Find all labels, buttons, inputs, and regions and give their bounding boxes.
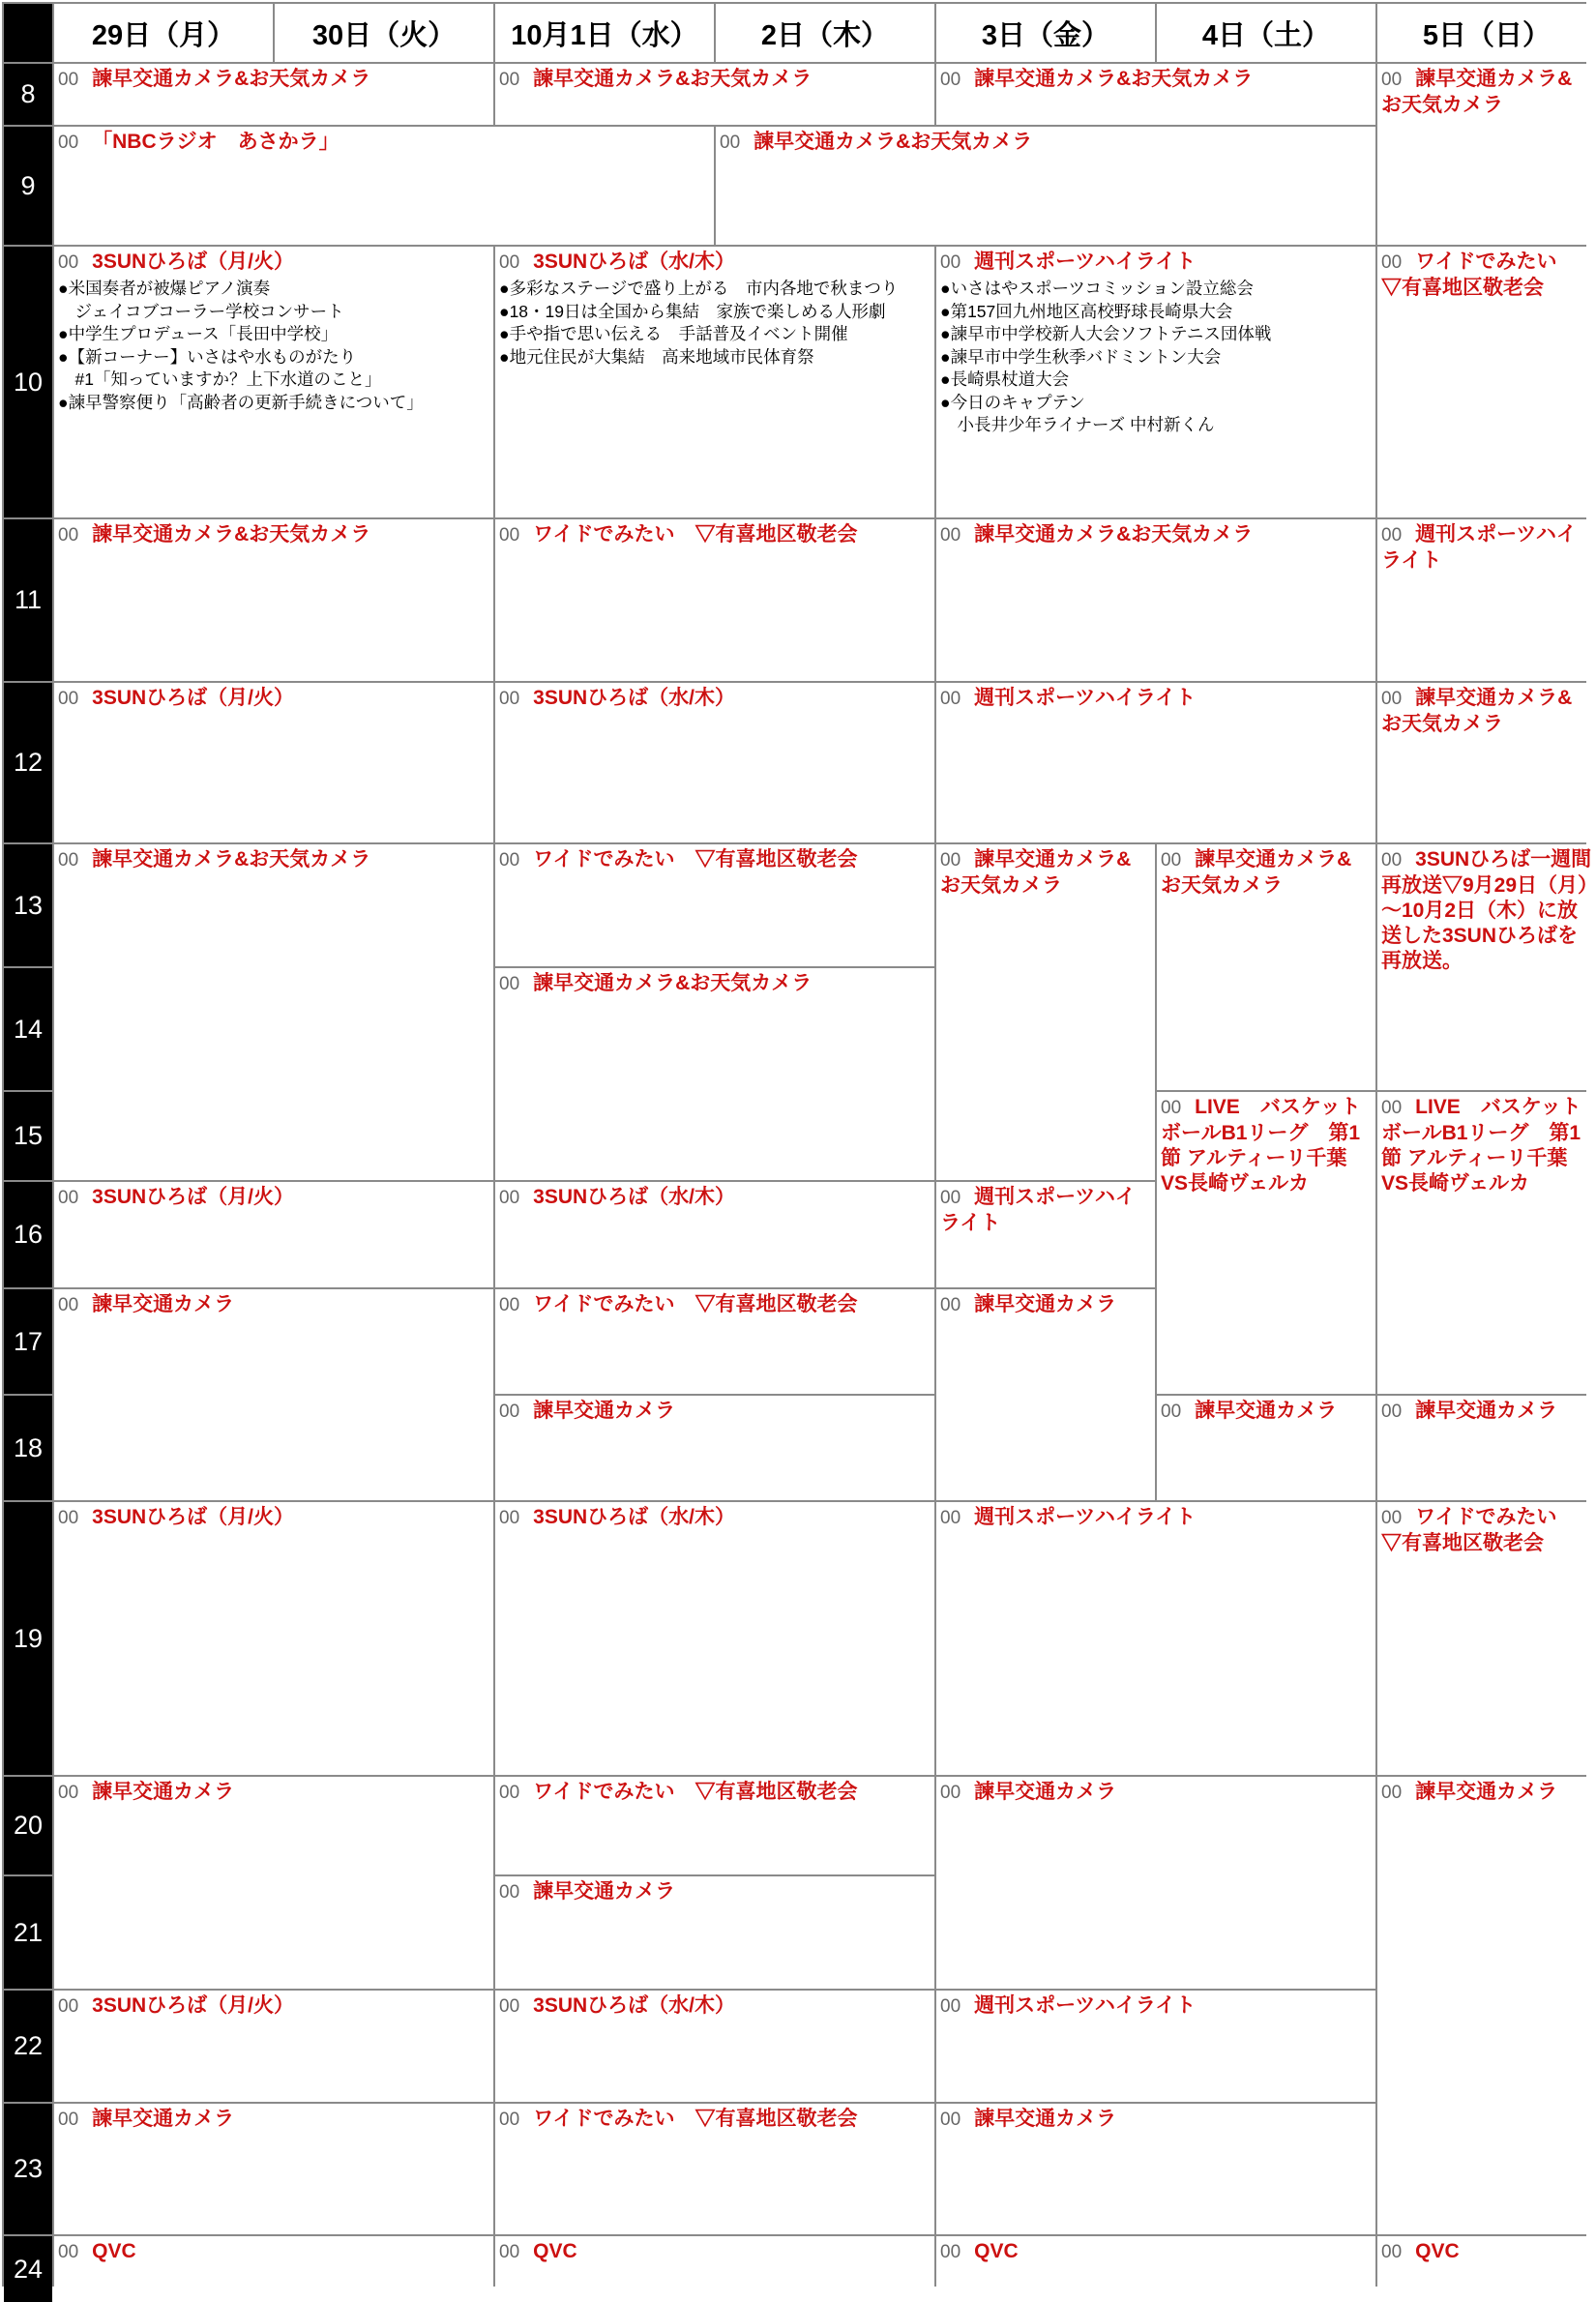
program-detail-item: ●中学生プロデュース「長田中学校」 (58, 324, 339, 343)
program-title: ワイドでみたい ▽有喜地区敬老会 (533, 1781, 858, 1803)
program-cell[interactable] (54, 683, 493, 842)
program-title: LIVE バスケットボールB1リーグ 第1節 アルティーリ千葉VS長崎ヴェルカ (1381, 1096, 1581, 1195)
program-title: QVC (92, 2240, 136, 2262)
start-minute: 00 (940, 525, 961, 546)
program-detail-item: ●地元住民が大集結 高来地域市民体育祭 (499, 346, 814, 367)
program-heading (58, 250, 489, 276)
program-heading (1161, 1399, 1372, 1425)
start-minute: 00 (499, 689, 520, 709)
program-cell[interactable] (54, 1502, 493, 1775)
program-title: 諫早交通カメラ&お天気カメラ (533, 68, 813, 90)
start-minute: 00 (58, 1295, 79, 1315)
program-detail-item: ●長崎県杖道大会 (940, 369, 1070, 389)
start-minute: 00 (1381, 850, 1403, 871)
program-heading (940, 1993, 1372, 2020)
program-cell[interactable] (936, 683, 1375, 842)
program-cell[interactable] (936, 844, 1155, 1180)
start-minute: 00 (499, 1882, 520, 1903)
start-minute: 00 (499, 1508, 520, 1528)
program-heading (940, 686, 1372, 712)
program-detail-item: ●第157回九州地区高校野球長崎県大会 (940, 301, 1233, 321)
program-title: 3SUNひろば一週間再放送▽9月29日（月）～10月2日（木）に放送した3SUNひろばを再放送。 (1381, 848, 1592, 972)
start-minute: 00 (1381, 252, 1403, 273)
start-minute: 00 (499, 2242, 520, 2262)
program-heading (499, 971, 931, 997)
program-heading (499, 1292, 931, 1318)
day-header: 2日（木） (716, 4, 934, 62)
program-heading (58, 1993, 489, 2020)
program-cell[interactable] (495, 1396, 934, 1500)
program-title: 3SUNひろば（水/木） (533, 251, 735, 273)
program-cell[interactable] (936, 64, 1375, 125)
program-heading (940, 847, 1151, 899)
program-cell[interactable] (54, 1777, 493, 1989)
program-detail-item: ●米国奏者が被爆ピアノ演奏 (58, 279, 271, 298)
program-heading (1381, 1399, 1592, 1425)
program-cell[interactable] (1377, 519, 1596, 681)
program-title: 諫早交通カメラ&お天気カメラ (1161, 848, 1352, 897)
program-heading (58, 522, 489, 548)
program-title: 諫早交通カメラ (1415, 1781, 1558, 1803)
program-title: 諫早交通カメラ (92, 1293, 235, 1315)
program-title: 週刊スポーツハイライト (974, 251, 1197, 273)
start-minute: 00 (940, 70, 961, 90)
program-detail-item: ●手や指で思い伝える 手話普及イベント開催 (499, 324, 848, 343)
start-minute: 00 (940, 850, 961, 871)
program-details (58, 278, 489, 414)
start-minute: 00 (58, 1508, 79, 1528)
start-minute: 00 (1381, 525, 1403, 546)
start-minute: 00 (1161, 850, 1182, 871)
start-minute: 00 (1381, 70, 1403, 90)
program-cell[interactable] (1377, 1777, 1596, 2234)
start-minute: 00 (940, 2242, 961, 2262)
program-title: 諫早交通カメラ&お天気カメラ (92, 68, 371, 90)
program-heading (1381, 2239, 1592, 2265)
program-title: QVC (533, 2240, 577, 2262)
program-heading (58, 1780, 489, 1806)
program-detail-item: 小長井少年ライナーズ 中村新くん (940, 415, 1215, 434)
start-minute: 00 (58, 1783, 79, 1803)
program-cell[interactable] (495, 247, 934, 517)
program-cell[interactable] (1377, 1396, 1596, 1500)
program-cell[interactable] (1157, 1396, 1375, 1500)
program-detail-item: ●18・19日は全国から集結 家族で楽しめる人形劇 (499, 301, 886, 321)
program-cell[interactable] (495, 1502, 934, 1775)
start-minute: 00 (940, 252, 961, 273)
program-title: ワイドでみたい ▽有喜地区敬老会 (533, 1293, 858, 1315)
program-cell[interactable] (495, 1289, 934, 1394)
program-cell[interactable] (495, 519, 934, 681)
program-heading (58, 2239, 489, 2265)
start-minute: 00 (499, 1783, 520, 1803)
program-heading (58, 2107, 489, 2133)
program-cell[interactable] (1377, 64, 1596, 245)
program-cell[interactable] (1377, 844, 1596, 1090)
program-detail-item: ジェイコブコーラー学校コンサート (58, 301, 344, 321)
program-detail-item: ●多彩なステージで盛り上がる 市内各地で秋まつり (499, 279, 899, 298)
program-heading (499, 1780, 931, 1806)
start-minute: 00 (1381, 1508, 1403, 1528)
program-cell[interactable] (716, 127, 1375, 245)
day-header: 29日（月） (54, 4, 273, 62)
program-title: ワイドでみたい ▽有喜地区敬老会 (1381, 251, 1578, 299)
program-title: 諫早交通カメラ (1415, 1400, 1558, 1422)
program-cell[interactable] (495, 1182, 934, 1287)
program-title: LIVE バスケットボールB1リーグ 第1節 アルティーリ千葉VS長崎ヴェルカ (1161, 1096, 1361, 1195)
program-heading (1381, 847, 1592, 974)
program-cell[interactable] (54, 247, 493, 517)
program-title: 諫早交通カメラ&お天気カメラ (974, 68, 1254, 90)
program-heading (499, 1399, 931, 1425)
start-minute: 00 (499, 70, 520, 90)
start-minute: 00 (499, 525, 520, 546)
start-minute: 00 (499, 850, 520, 871)
program-detail-item: ●諫早警察便り「高齢者の更新手続きについて」 (58, 392, 424, 412)
program-title: 諫早交通カメラ&お天気カメラ (940, 848, 1132, 897)
hour-label: 11 (4, 519, 52, 681)
program-heading (58, 686, 489, 712)
program-title: 週刊スポーツハイライト (940, 1186, 1136, 1234)
program-title: 諫早交通カメラ (1195, 1400, 1338, 1422)
program-heading (1381, 67, 1592, 118)
program-title: 諫早交通カメラ&お天気カメラ (92, 848, 371, 871)
program-title: 週刊スポーツハイライト (974, 1994, 1197, 2017)
program-heading (58, 1292, 489, 1318)
program-title: ワイドでみたい ▽有喜地区敬老会 (533, 2108, 858, 2130)
program-title: 3SUNひろば（月/火） (92, 1186, 294, 1208)
program-heading (1381, 1095, 1592, 1196)
program-details (940, 278, 1372, 437)
program-details (499, 278, 931, 369)
corner-cell (4, 4, 52, 62)
program-cell[interactable] (1157, 1092, 1375, 1394)
start-minute: 00 (58, 2242, 79, 2262)
program-heading (1161, 1095, 1372, 1196)
start-minute: 00 (58, 1188, 79, 1208)
program-cell[interactable] (936, 1502, 1375, 1775)
program-cell[interactable] (936, 1991, 1375, 2102)
day-header: 5日（日） (1377, 4, 1596, 62)
start-minute: 00 (499, 1402, 520, 1422)
program-heading (1381, 250, 1592, 301)
program-heading (499, 67, 931, 93)
program-heading (58, 847, 489, 873)
program-cell[interactable] (54, 64, 493, 125)
day-header: 30日（火） (275, 4, 493, 62)
hour-label: 23 (4, 2104, 52, 2234)
program-cell[interactable] (1377, 1502, 1596, 1775)
hour-label: 21 (4, 1876, 52, 1989)
hour-label: 9 (4, 127, 52, 245)
program-heading (940, 67, 1372, 93)
start-minute: 00 (1381, 689, 1403, 709)
program-title: 3SUNひろば（水/木） (533, 1994, 735, 2017)
program-title: ワイドでみたい ▽有喜地区敬老会 (1381, 1506, 1578, 1554)
hour-label: 19 (4, 1502, 52, 1775)
hour-label: 24 (4, 2236, 52, 2302)
start-minute: 00 (940, 1188, 961, 1208)
program-title: 週刊スポーツハイライト (1381, 523, 1577, 572)
program-cell[interactable] (495, 844, 934, 966)
hour-label: 15 (4, 1092, 52, 1180)
program-title: 諫早交通カメラ&お天気カメラ (1381, 687, 1573, 735)
program-detail-item: ●諫早市中学生秋季バドミントン大会 (940, 346, 1222, 367)
program-heading (499, 2107, 931, 2133)
hour-label: 17 (4, 1289, 52, 1394)
program-heading (940, 522, 1372, 548)
program-heading (58, 67, 489, 93)
program-title: 諫早交通カメラ (533, 1400, 676, 1422)
start-minute: 00 (940, 1508, 961, 1528)
start-minute: 00 (499, 1188, 520, 1208)
program-title: 諫早交通カメラ&お天気カメラ (974, 523, 1254, 546)
program-cell[interactable] (936, 2104, 1375, 2234)
program-title: 諫早交通カメラ (92, 1781, 235, 1803)
program-cell[interactable] (1377, 1092, 1596, 1394)
program-cell[interactable] (495, 2236, 934, 2302)
program-cell[interactable] (54, 844, 493, 1180)
program-cell[interactable] (495, 64, 934, 125)
hour-label: 14 (4, 968, 52, 1090)
program-detail-item: ●【新コーナー】いさはや水ものがたり (58, 346, 357, 367)
program-cell[interactable] (54, 1182, 493, 1287)
program-title: 諫早交通カメラ&お天気カメラ (1381, 68, 1573, 116)
hour-label: 20 (4, 1777, 52, 1874)
program-heading (940, 1505, 1372, 1531)
program-heading (940, 1780, 1372, 1806)
start-minute: 00 (58, 1996, 79, 2017)
hour-label: 8 (4, 64, 52, 125)
program-heading (940, 2107, 1372, 2133)
start-minute: 00 (940, 689, 961, 709)
program-title: 週刊スポーツハイライト (974, 687, 1197, 709)
program-heading (499, 522, 931, 548)
start-minute: 00 (1381, 1783, 1403, 1803)
program-heading (499, 1185, 931, 1211)
program-cell[interactable] (54, 519, 493, 681)
program-title: 3SUNひろば（月/火） (92, 251, 294, 273)
program-heading (499, 250, 931, 276)
program-cell[interactable] (54, 127, 714, 245)
program-title: 諫早交通カメラ (533, 1880, 676, 1903)
program-detail-item: #1「知っていますか？上下水道のこと」 (58, 369, 382, 389)
program-cell[interactable] (54, 1289, 493, 1500)
program-heading (499, 1505, 931, 1531)
program-heading (1381, 686, 1592, 737)
start-minute: 00 (58, 252, 79, 273)
program-cell[interactable] (495, 683, 934, 842)
start-minute: 00 (1381, 1098, 1403, 1118)
program-cell[interactable] (54, 2104, 493, 2234)
start-minute: 00 (1381, 1402, 1403, 1422)
start-minute: 00 (720, 133, 741, 153)
program-title: 諫早交通カメラ (974, 2108, 1117, 2130)
hour-label: 18 (4, 1396, 52, 1500)
start-minute: 00 (940, 2110, 961, 2130)
program-heading (58, 1505, 489, 1531)
program-title: 週刊スポーツハイライト (974, 1506, 1197, 1528)
start-minute: 00 (940, 1295, 961, 1315)
hour-label: 13 (4, 844, 52, 966)
program-heading (720, 130, 1372, 156)
program-heading (499, 1879, 931, 1905)
program-title: 諫早交通カメラ&お天気カメラ (754, 131, 1033, 153)
program-detail-item: ●今日のキャプテン (940, 392, 1085, 412)
start-minute: 00 (58, 850, 79, 871)
program-cell[interactable] (936, 519, 1375, 681)
program-heading (940, 2239, 1372, 2265)
program-heading (1381, 522, 1592, 574)
start-minute: 00 (58, 525, 79, 546)
hour-label: 12 (4, 683, 52, 842)
start-minute: 00 (1161, 1098, 1182, 1118)
day-header: 4日（土） (1157, 4, 1375, 62)
program-cell[interactable] (936, 2236, 1375, 2302)
program-title: 「NBCラジオ あさかラ」 (92, 131, 340, 153)
program-cell[interactable] (495, 1876, 934, 1989)
start-minute: 00 (940, 1996, 961, 2017)
program-heading (58, 1185, 489, 1211)
program-heading (940, 1292, 1151, 1318)
hour-label: 22 (4, 1991, 52, 2102)
program-cell[interactable] (936, 1289, 1155, 1500)
program-cell[interactable] (1377, 2236, 1596, 2302)
start-minute: 00 (499, 1996, 520, 2017)
program-heading (499, 686, 931, 712)
program-detail-item: ●諫早市中学校新人大会ソフトテニス団体戦 (940, 324, 1272, 343)
program-heading (499, 847, 931, 873)
program-title: 3SUNひろば（月/火） (92, 1506, 294, 1528)
program-heading (1381, 1505, 1592, 1556)
program-title: 3SUNひろば（月/火） (92, 1994, 294, 2017)
start-minute: 00 (58, 689, 79, 709)
start-minute: 00 (58, 70, 79, 90)
program-cell[interactable] (495, 1991, 934, 2102)
program-cell[interactable] (1377, 247, 1596, 517)
start-minute: 00 (499, 252, 520, 273)
program-title: ワイドでみたい ▽有喜地区敬老会 (533, 523, 858, 546)
start-minute: 00 (58, 133, 79, 153)
start-minute: 00 (499, 2110, 520, 2130)
program-cell[interactable] (495, 1777, 934, 1874)
program-title: 諫早交通カメラ (974, 1781, 1117, 1803)
program-heading (1161, 847, 1372, 899)
program-heading (58, 130, 710, 156)
start-minute: 00 (1381, 2242, 1403, 2262)
hour-label: 16 (4, 1182, 52, 1287)
program-title: 3SUNひろば（水/木） (533, 1186, 735, 1208)
program-cell[interactable] (1157, 844, 1375, 1090)
program-detail-item: ●いさはやスポーツコミッション設立総会 (940, 279, 1254, 298)
program-cell[interactable] (495, 968, 934, 1180)
start-minute: 00 (499, 974, 520, 994)
program-title: QVC (974, 2240, 1019, 2262)
program-title: QVC (1415, 2240, 1460, 2262)
program-cell[interactable] (54, 2236, 493, 2302)
start-minute: 00 (940, 1783, 961, 1803)
program-title: 諫早交通カメラ&お天気カメラ (533, 972, 813, 994)
start-minute: 00 (499, 1295, 520, 1315)
program-cell[interactable] (1377, 683, 1596, 842)
program-title: 3SUNひろば（月/火） (92, 687, 294, 709)
program-title: 諫早交通カメラ&お天気カメラ (92, 523, 371, 546)
program-cell[interactable] (495, 2104, 934, 2234)
program-heading (1381, 1780, 1592, 1806)
program-heading (940, 1185, 1151, 1236)
program-title: 3SUNひろば（水/木） (533, 1506, 735, 1528)
program-heading (940, 250, 1372, 276)
program-cell[interactable] (936, 1777, 1375, 1989)
program-cell[interactable] (936, 1182, 1155, 1287)
program-cell[interactable] (936, 247, 1375, 517)
day-header: 3日（金） (936, 4, 1155, 62)
program-title: 諫早交通カメラ (92, 2108, 235, 2130)
start-minute: 00 (1161, 1402, 1182, 1422)
program-cell[interactable] (54, 1991, 493, 2102)
start-minute: 00 (58, 2110, 79, 2130)
program-schedule-grid (2, 2, 1592, 2287)
hour-label: 10 (4, 247, 52, 517)
program-heading (499, 1993, 931, 2020)
program-heading (499, 2239, 931, 2265)
day-header: 10月1日（水） (495, 4, 714, 62)
program-title: 諫早交通カメラ (974, 1293, 1117, 1315)
program-title: 3SUNひろば（水/木） (533, 687, 735, 709)
program-title: ワイドでみたい ▽有喜地区敬老会 (533, 848, 858, 871)
